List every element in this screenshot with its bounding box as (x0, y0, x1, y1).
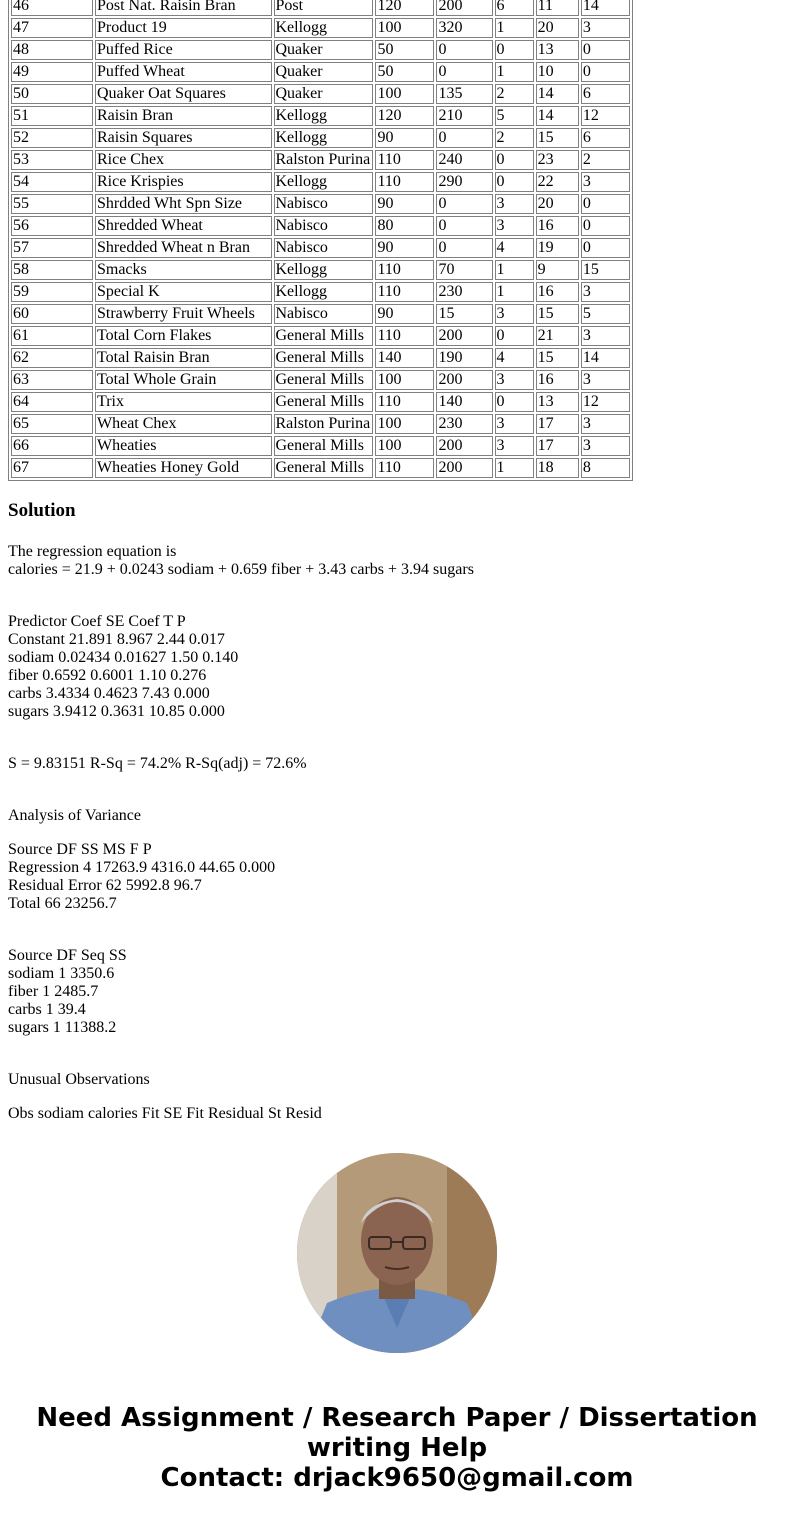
cell-name: Raisin Bran (95, 106, 272, 126)
cell-sodium: 140 (436, 392, 492, 412)
cell-name: Wheat Chex (95, 414, 272, 434)
cell-fiber: 0 (495, 172, 534, 192)
cell-calories: 100 (375, 18, 434, 38)
cell-calories: 110 (375, 260, 434, 280)
regression-equation: calories = 21.9 + 0.0243 sodiam + 0.659 fiber + 3.43 carbs + 3.94 sugars (8, 561, 474, 578)
cell-name: Raisin Squares (95, 128, 272, 148)
table-row (11, 62, 630, 82)
cell-calories: 50 (375, 62, 434, 82)
predictor-header: Predictor Coef SE Coef T P (8, 613, 186, 630)
table-row (11, 0, 630, 16)
cell-sugars: 3 (581, 326, 630, 346)
cell-sodium: 0 (436, 238, 492, 258)
cell-manufacturer: Nabisco (274, 304, 374, 324)
cell-sodium: 210 (436, 106, 492, 126)
table-row (11, 40, 630, 60)
cell-name: Shredded Wheat (95, 216, 272, 236)
cell-id: 65 (11, 414, 93, 434)
cell-carbs: 15 (536, 348, 579, 368)
cell-fiber: 0 (495, 40, 534, 60)
seq-ss-row: sodiam 1 3350.6 (8, 965, 115, 982)
seq-ss-row: fiber 1 2485.7 (8, 983, 99, 1000)
cell-sugars: 0 (581, 194, 630, 214)
cell-sugars: 12 (581, 106, 630, 126)
cell-id: 62 (11, 348, 93, 368)
cell-carbs: 16 (536, 370, 579, 390)
cell-name: Quaker Oat Squares (95, 84, 272, 104)
cell-manufacturer: Nabisco (274, 216, 374, 236)
cell-sugars: 14 (581, 0, 630, 16)
table-row (11, 128, 630, 148)
cell-calories: 90 (375, 128, 434, 148)
cell-id: 46 (11, 0, 93, 16)
author-portrait-image (297, 1153, 497, 1353)
cell-fiber: 3 (495, 304, 534, 324)
cell-id: 53 (11, 150, 93, 170)
table-row (11, 216, 630, 236)
cell-name: Puffed Rice (95, 40, 272, 60)
cell-id: 54 (11, 172, 93, 192)
cell-id: 63 (11, 370, 93, 390)
cell-carbs: 22 (536, 172, 579, 192)
cell-carbs: 13 (536, 40, 579, 60)
cell-sodium: 320 (436, 18, 492, 38)
cell-manufacturer: General Mills (274, 348, 374, 368)
cell-sodium: 190 (436, 348, 492, 368)
cell-name: Trix (95, 392, 272, 412)
cell-sodium: 0 (436, 216, 492, 236)
cell-sugars: 0 (581, 40, 630, 60)
cell-manufacturer: Kellogg (274, 282, 374, 302)
cell-sugars: 3 (581, 282, 630, 302)
cell-id: 48 (11, 40, 93, 60)
anova-row: Residual Error 62 5992.8 96.7 (8, 877, 202, 894)
predictor-row: carbs 3.4334 0.4623 7.43 0.000 (8, 685, 210, 702)
cell-calories: 110 (375, 172, 434, 192)
table-row (11, 370, 630, 390)
cell-id: 58 (11, 260, 93, 280)
cell-id: 56 (11, 216, 93, 236)
cell-carbs: 9 (536, 260, 579, 280)
cell-sodium: 230 (436, 414, 492, 434)
cell-name: Product 19 (95, 18, 272, 38)
cell-calories: 100 (375, 436, 434, 456)
cell-manufacturer: Quaker (274, 62, 374, 82)
cell-carbs: 19 (536, 238, 579, 258)
unusual-observations-title: Unusual Observations (8, 1071, 150, 1088)
cell-calories: 110 (375, 392, 434, 412)
table-row (11, 150, 630, 170)
cell-calories: 100 (375, 84, 434, 104)
cell-id: 60 (11, 304, 93, 324)
cell-sodium: 200 (436, 436, 492, 456)
cell-fiber: 0 (495, 392, 534, 412)
table-row (11, 106, 630, 126)
cell-name: Shredded Wheat n Bran (95, 238, 272, 258)
cell-name: Rice Krispies (95, 172, 272, 192)
cell-calories: 100 (375, 414, 434, 434)
table-row (11, 260, 630, 280)
cell-manufacturer: Ralston Purina (274, 414, 374, 434)
cell-fiber: 3 (495, 436, 534, 456)
cell-sodium: 240 (436, 150, 492, 170)
cell-id: 61 (11, 326, 93, 346)
cell-carbs: 17 (536, 414, 579, 434)
cell-name: Wheaties Honey Gold (95, 458, 272, 478)
cell-calories: 90 (375, 238, 434, 258)
cell-manufacturer: Ralston Purina (274, 150, 374, 170)
cell-carbs: 20 (536, 194, 579, 214)
cell-name: Total Corn Flakes (95, 326, 272, 346)
cell-manufacturer: Nabisco (274, 238, 374, 258)
cell-sodium: 200 (436, 458, 492, 478)
cell-manufacturer: Nabisco (274, 194, 374, 214)
cell-sugars: 3 (581, 370, 630, 390)
table-row (11, 414, 630, 434)
fit-statistics: S = 9.83151 R-Sq = 74.2% R-Sq(adj) = 72.6% (8, 755, 307, 772)
cell-carbs: 13 (536, 392, 579, 412)
cell-manufacturer: Post (274, 0, 374, 16)
cell-id: 59 (11, 282, 93, 302)
cell-id: 57 (11, 238, 93, 258)
table-row (11, 194, 630, 214)
cell-sugars: 3 (581, 172, 630, 192)
cell-carbs: 20 (536, 18, 579, 38)
table-row (11, 326, 630, 346)
predictor-row: fiber 0.6592 0.6001 1.10 0.276 (8, 667, 207, 684)
unusual-observations-header: Obs sodiam calories Fit SE Fit Residual St Resid (8, 1105, 322, 1122)
cell-manufacturer: Quaker (274, 40, 374, 60)
table-row (11, 392, 630, 412)
cell-fiber: 5 (495, 106, 534, 126)
cell-fiber: 1 (495, 62, 534, 82)
cell-calories: 110 (375, 150, 434, 170)
promo-contact: Contact: drjack9650@gmail.com (160, 1463, 634, 1493)
cell-manufacturer: General Mills (274, 370, 374, 390)
cell-fiber: 1 (495, 282, 534, 302)
table-row (11, 238, 630, 258)
cell-sodium: 0 (436, 62, 492, 82)
predictor-row: sodiam 0.02434 0.01627 1.50 0.140 (8, 649, 239, 666)
cell-manufacturer: Kellogg (274, 128, 374, 148)
cell-sodium: 200 (436, 0, 492, 16)
cell-sodium: 290 (436, 172, 492, 192)
cell-fiber: 3 (495, 194, 534, 214)
cell-calories: 80 (375, 216, 434, 236)
anova-header: Source DF SS MS F P (8, 841, 152, 858)
anova-row: Regression 4 17263.9 4316.0 44.65 0.000 (8, 859, 276, 876)
cell-manufacturer: Kellogg (274, 260, 374, 280)
cell-carbs: 10 (536, 62, 579, 82)
cell-fiber: 4 (495, 238, 534, 258)
anova-row: Total 66 23256.7 (8, 895, 117, 912)
cell-sugars: 8 (581, 458, 630, 478)
cell-fiber: 2 (495, 128, 534, 148)
table-row (11, 172, 630, 192)
cell-fiber: 3 (495, 414, 534, 434)
cell-fiber: 4 (495, 348, 534, 368)
table-row (11, 348, 630, 368)
cell-sugars: 14 (581, 348, 630, 368)
cell-manufacturer: Kellogg (274, 18, 374, 38)
cell-id: 67 (11, 458, 93, 478)
table-row (11, 84, 630, 104)
table-row (11, 282, 630, 302)
table-row (11, 436, 630, 456)
cell-id: 66 (11, 436, 93, 456)
cell-id: 52 (11, 128, 93, 148)
cell-name: Rice Chex (95, 150, 272, 170)
cell-manufacturer: General Mills (274, 326, 374, 346)
cell-id: 50 (11, 84, 93, 104)
table-row (11, 18, 630, 38)
cell-carbs: 14 (536, 106, 579, 126)
cell-carbs: 17 (536, 436, 579, 456)
cell-id: 55 (11, 194, 93, 214)
cell-calories: 50 (375, 40, 434, 60)
solution-section (8, 499, 778, 1123)
regression-intro: The regression equation is (8, 543, 177, 560)
cell-sodium: 0 (436, 40, 492, 60)
cell-manufacturer: General Mills (274, 436, 374, 456)
promo-line: Need Assignment / Research Paper / Dissertation (36, 1403, 758, 1433)
cell-calories: 120 (375, 106, 434, 126)
cell-carbs: 11 (536, 0, 579, 16)
cell-sugars: 5 (581, 304, 630, 324)
cell-manufacturer: Kellogg (274, 106, 374, 126)
cell-fiber: 2 (495, 84, 534, 104)
cell-fiber: 6 (495, 0, 534, 16)
cell-id: 49 (11, 62, 93, 82)
cell-carbs: 15 (536, 128, 579, 148)
cell-fiber: 3 (495, 370, 534, 390)
predictor-row: sugars 3.9412 0.3631 10.85 0.000 (8, 703, 225, 720)
table-row (11, 458, 630, 478)
cell-id: 47 (11, 18, 93, 38)
cell-carbs: 16 (536, 282, 579, 302)
cell-sugars: 3 (581, 436, 630, 456)
cell-sodium: 135 (436, 84, 492, 104)
cell-fiber: 1 (495, 458, 534, 478)
cell-sugars: 15 (581, 260, 630, 280)
cell-name: Special K (95, 282, 272, 302)
cell-sodium: 200 (436, 326, 492, 346)
anova-title: Analysis of Variance (8, 807, 141, 824)
seq-ss-row: sugars 1 11388.2 (8, 1019, 117, 1036)
cell-carbs: 15 (536, 304, 579, 324)
cell-carbs: 18 (536, 458, 579, 478)
author-avatar (297, 1153, 497, 1353)
seq-ss-header: Source DF Seq SS (8, 947, 127, 964)
cell-calories: 120 (375, 0, 434, 16)
cell-carbs: 14 (536, 84, 579, 104)
cell-sodium: 200 (436, 370, 492, 390)
cell-name: Strawberry Fruit Wheels (95, 304, 272, 324)
table-body (11, 0, 630, 478)
cell-id: 51 (11, 106, 93, 126)
table-row (11, 304, 630, 324)
cell-sodium: 0 (436, 128, 492, 148)
cell-sodium: 0 (436, 194, 492, 214)
cell-calories: 140 (375, 348, 434, 368)
cell-sugars: 3 (581, 414, 630, 434)
cell-carbs: 21 (536, 326, 579, 346)
cell-sodium: 70 (436, 260, 492, 280)
cell-sugars: 12 (581, 392, 630, 412)
cell-manufacturer: Kellogg (274, 172, 374, 192)
cell-fiber: 1 (495, 260, 534, 280)
cell-name: Puffed Wheat (95, 62, 272, 82)
cell-calories: 90 (375, 194, 434, 214)
cell-name: Shrdded Wht Spn Size (95, 194, 272, 214)
cell-name: Total Raisin Bran (95, 348, 272, 368)
cell-name: Post Nat. Raisin Bran (95, 0, 272, 16)
cell-manufacturer: General Mills (274, 392, 374, 412)
cell-name: Smacks (95, 260, 272, 280)
cell-name: Total Whole Grain (95, 370, 272, 390)
cell-fiber: 1 (495, 18, 534, 38)
promo-banner (0, 1403, 794, 1493)
cell-calories: 90 (375, 304, 434, 324)
cell-sugars: 0 (581, 216, 630, 236)
cell-calories: 110 (375, 458, 434, 478)
cell-sugars: 6 (581, 84, 630, 104)
cell-sugars: 0 (581, 238, 630, 258)
cell-carbs: 23 (536, 150, 579, 170)
cell-fiber: 3 (495, 216, 534, 236)
promo-line: writing Help (306, 1433, 488, 1463)
cell-id: 64 (11, 392, 93, 412)
solution-heading: Solution (8, 500, 76, 521)
cell-manufacturer: Quaker (274, 84, 374, 104)
cell-fiber: 0 (495, 150, 534, 170)
cell-calories: 110 (375, 282, 434, 302)
predictor-row: Constant 21.891 8.967 2.44 0.017 (8, 631, 225, 648)
cell-manufacturer: General Mills (274, 458, 374, 478)
seq-ss-row: carbs 1 39.4 (8, 1001, 86, 1018)
cell-calories: 110 (375, 326, 434, 346)
cell-carbs: 16 (536, 216, 579, 236)
cell-sugars: 6 (581, 128, 630, 148)
cell-sugars: 2 (581, 150, 630, 170)
cell-sodium: 15 (436, 304, 492, 324)
cell-fiber: 0 (495, 326, 534, 346)
cell-sugars: 0 (581, 62, 630, 82)
cell-sodium: 230 (436, 282, 492, 302)
cell-calories: 100 (375, 370, 434, 390)
cell-name: Wheaties (95, 436, 272, 456)
cell-sugars: 3 (581, 18, 630, 38)
cereal-data-table (8, 0, 633, 481)
